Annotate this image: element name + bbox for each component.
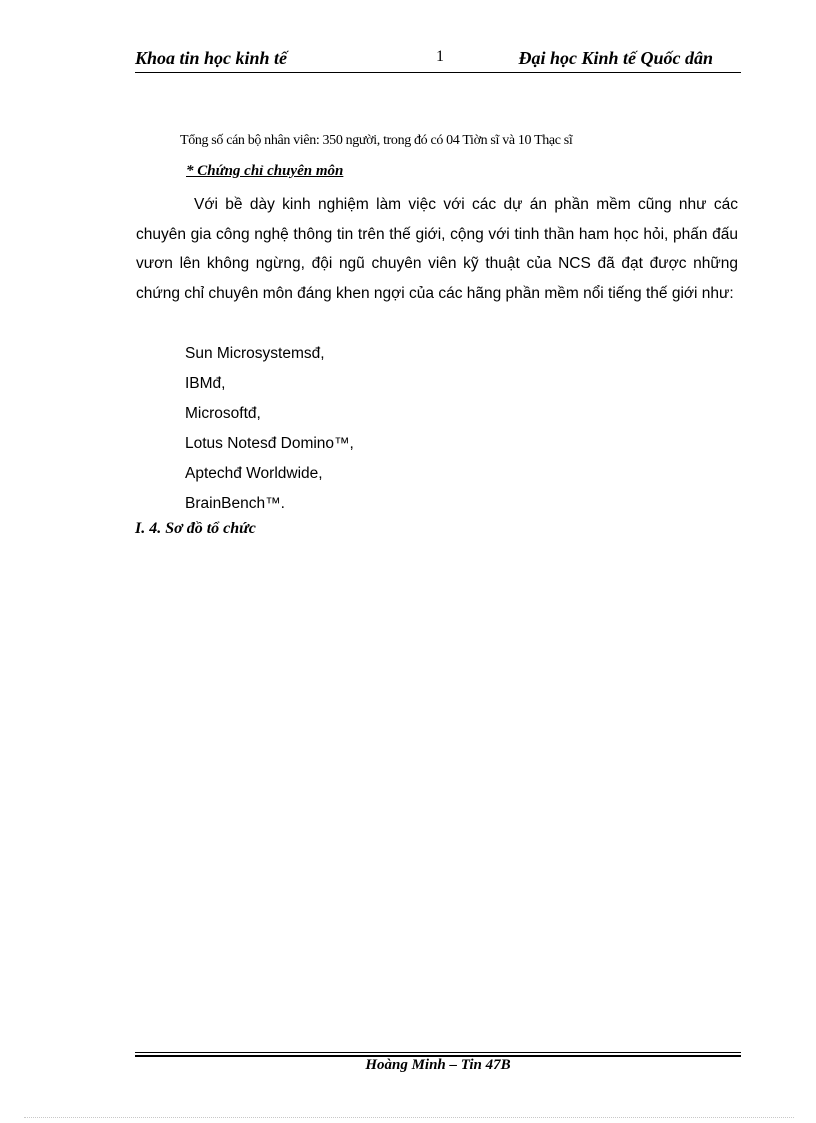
footer-divider [135,1052,741,1053]
page-header [135,46,741,73]
certifications-subheading: * Chứng chỉ chuyên môn [186,163,344,179]
page-edge-divider [24,1117,794,1118]
list-item: Sun Microsystemsđ, [185,345,325,362]
list-item: Aptechđ Worldwide, [185,465,323,482]
experience-paragraph: Với bề dày kinh nghiệm làm việc với các dự án phần mềm cũng như các chuyên gia công nghệ thông tin trên thế giới, cộng với tinh thần ham học hỏi, phấn đấu vươn lên không ngừng, đội ngũ chuyên viên kỹ thuật của NCS đã đạt được những chứng chỉ chuyên môn đáng khen ngợi của các hãng phần mềm nổi tiếng thế giới như: [136,196,738,302]
list-item: Lotus Notesđ Domino™, [185,435,354,452]
page-number: 1 [436,48,444,65]
list-item: IBMđ, [185,375,226,392]
list-item: BrainBench™. [185,495,285,512]
header-university: Đại học Kinh tế Quốc dân [518,48,713,68]
staff-count-line: Tổng số cán bộ nhân viên: 350 người, trong đó có 04 Tiờn sĩ và 10 Thạc sĩ [180,133,573,148]
certification-list [185,339,354,519]
header-faculty: Khoa tin học kinh tế [135,48,288,68]
section-heading: I. 4. Sơ đồ tổ chức [135,520,256,537]
page-footer: Hoàng Minh – Tin 47B [365,1057,511,1073]
list-item: Microsoftđ, [185,405,261,422]
